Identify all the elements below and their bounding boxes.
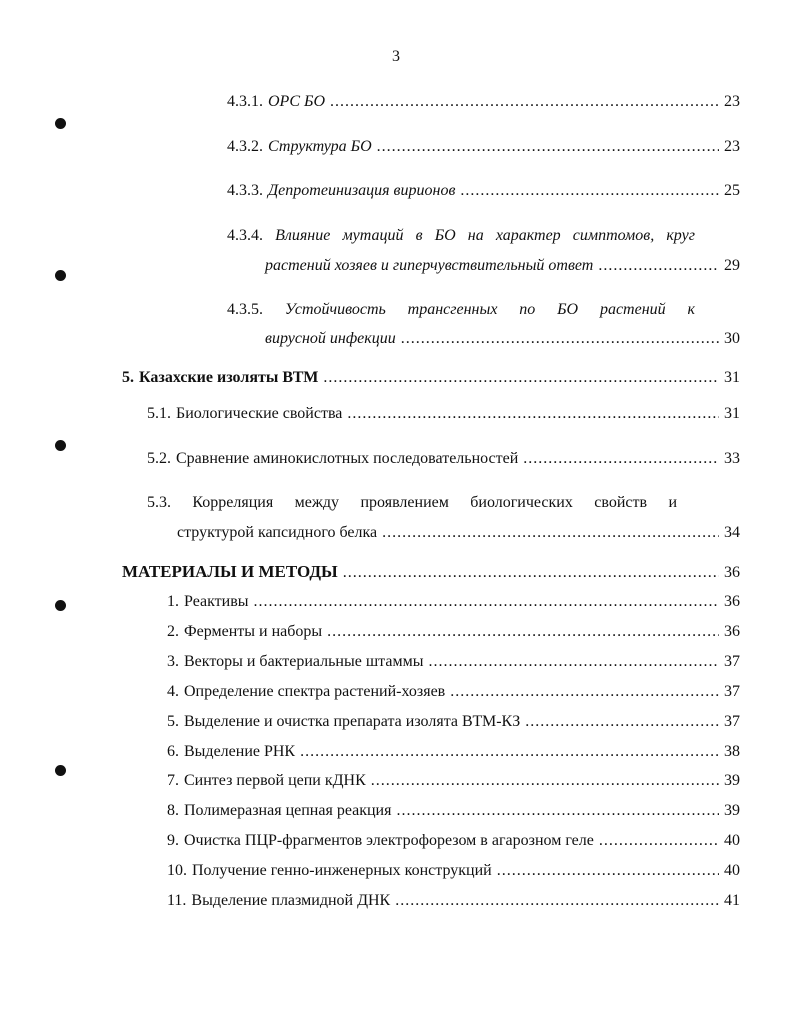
toc-title: МАТЕРИАЛЫ И МЕТОДЫ	[122, 562, 338, 581]
toc-number: 4.3.1.	[227, 93, 263, 110]
toc-word: свойств	[594, 494, 648, 511]
toc-title: Казахские изоляты ВТМ	[139, 369, 319, 386]
toc-entry-4-3-2[interactable]	[227, 136, 740, 158]
toc-page: 36	[724, 623, 740, 640]
toc-title: Депротеинизация вирионов	[268, 182, 456, 199]
toc-number: 2.	[167, 623, 179, 640]
toc-number: 4.3.3.	[227, 182, 263, 199]
toc-entry-4-3-1[interactable]	[227, 91, 740, 113]
toc-title: вирусной инфекции	[265, 330, 396, 347]
toc-number: 8.	[167, 802, 179, 819]
toc-entry-m8[interactable]	[167, 800, 740, 822]
toc-number: 4.3.2.	[227, 138, 263, 155]
toc-number: 10.	[167, 862, 187, 879]
toc-title: Получение генно-инженерных конструкций	[192, 862, 492, 879]
toc-title: Выделение РНК	[184, 743, 296, 760]
toc-title: Векторы и бактериальные штаммы	[184, 653, 424, 670]
dot-leader	[382, 522, 719, 544]
toc-number: 4.	[167, 683, 179, 700]
binder-hole	[55, 118, 66, 129]
toc-word: симптомов,	[572, 227, 655, 244]
dot-leader	[300, 741, 719, 763]
toc-word: в	[415, 227, 423, 244]
dot-leader	[254, 591, 719, 613]
toc-page: 37	[724, 653, 740, 670]
binder-hole	[55, 600, 66, 611]
toc-word: мутаций	[342, 227, 404, 244]
toc-title: ОРС БО	[268, 93, 325, 110]
toc-entry-4-3-5-line2[interactable]	[265, 328, 740, 350]
toc-word: БО	[434, 227, 456, 244]
page-number: 3	[392, 48, 400, 65]
toc-title: Выделение плазмидной ДНК	[191, 892, 391, 909]
toc-title: Ферменты и наборы	[184, 623, 323, 640]
dot-leader	[347, 403, 719, 425]
toc-word: характер	[495, 227, 561, 244]
dot-leader	[396, 800, 719, 822]
toc-title: Очистка ПЦР-фрагментов электрофорезом в агарозном геле	[184, 832, 594, 849]
toc-title: Биологические свойства	[176, 405, 343, 422]
toc-page: 23	[724, 138, 740, 155]
toc-word: Корреляция	[192, 494, 274, 511]
toc-entry-m2[interactable]	[167, 621, 740, 643]
toc-entry-5-3-line2[interactable]	[177, 522, 740, 544]
toc-page: 31	[724, 369, 740, 386]
toc-entry-4-3-3[interactable]	[227, 180, 740, 202]
toc-number: 5.	[167, 713, 179, 730]
toc-entry-m10[interactable]	[167, 860, 740, 882]
toc-page: 25	[724, 182, 740, 199]
dot-leader	[460, 180, 719, 202]
toc-page: 37	[724, 683, 740, 700]
toc-entry-5-3-line1[interactable]	[147, 492, 677, 514]
toc-entry-4-3-4-line1[interactable]	[227, 225, 695, 247]
toc-entry-4-3-4-line2[interactable]	[265, 255, 740, 277]
dot-leader	[599, 830, 719, 852]
binder-hole	[55, 270, 66, 281]
toc-number: 11.	[167, 892, 187, 909]
toc-title: Выделение и очистка препарата изолята ВТМ-КЗ	[184, 713, 521, 730]
toc-title: Сравнение аминокислотных последовательностей	[176, 450, 519, 467]
dot-leader	[371, 770, 719, 792]
toc-number: 3.	[167, 653, 179, 670]
toc-entry-5-1[interactable]	[147, 403, 740, 425]
dot-leader	[497, 860, 719, 882]
toc-page: 38	[724, 743, 740, 760]
toc-entry-m11[interactable]	[167, 890, 740, 912]
toc-title: Определение спектра растений-хозяев	[184, 683, 446, 700]
toc-page: 41	[724, 892, 740, 909]
binder-hole	[55, 440, 66, 451]
toc-number: 1.	[167, 593, 179, 610]
toc-page: 36	[724, 593, 740, 610]
toc-page: 30	[724, 330, 740, 347]
toc-number: 5.2.	[147, 450, 171, 467]
toc-word: и	[668, 494, 677, 511]
toc-entry-m3[interactable]	[167, 651, 740, 673]
toc-page: 31	[724, 405, 740, 422]
dot-leader	[343, 562, 719, 584]
toc-word: Устойчивость	[284, 301, 386, 318]
toc-title: Синтез первой цепи кДНК	[184, 772, 366, 789]
toc-entry-m1[interactable]	[167, 591, 740, 613]
dot-leader	[327, 621, 719, 643]
toc-entry-m7[interactable]	[167, 770, 740, 792]
toc-page: 23	[724, 93, 740, 110]
toc-entry-m9[interactable]	[167, 830, 740, 852]
toc-number: 5.	[122, 369, 134, 386]
toc-number: 4.3.4.	[227, 227, 263, 244]
dot-leader	[323, 367, 719, 389]
toc-entry-m6[interactable]	[167, 741, 740, 763]
toc-page: 39	[724, 802, 740, 819]
toc-page: 40	[724, 862, 740, 879]
toc-word: биологических	[470, 494, 573, 511]
toc-word: по	[519, 301, 536, 318]
toc-word: Влияние	[275, 227, 331, 244]
toc-number: 5.1.	[147, 405, 171, 422]
dot-leader	[450, 681, 719, 703]
toc-entry-m5[interactable]	[167, 711, 740, 733]
toc-word: БО	[557, 301, 579, 318]
toc-word: на	[467, 227, 484, 244]
toc-page: 39	[724, 772, 740, 789]
toc-number: 4.3.5.	[227, 301, 263, 318]
toc-word: между	[294, 494, 340, 511]
toc-page: 33	[724, 450, 740, 467]
toc-entry-materials-methods[interactable]	[122, 561, 740, 583]
toc-page: 29	[724, 257, 740, 274]
toc-page: 34	[724, 524, 740, 541]
toc-number: 6.	[167, 743, 179, 760]
toc-word: трансгенных	[407, 301, 498, 318]
dot-leader	[525, 711, 719, 733]
dot-leader	[377, 136, 719, 158]
dot-leader	[401, 328, 719, 350]
toc-entry-4-3-5-line1[interactable]	[227, 299, 695, 321]
toc-entry-5[interactable]	[122, 367, 740, 389]
toc-entry-5-2[interactable]	[147, 448, 740, 470]
dot-leader	[428, 651, 719, 673]
toc-number: 7.	[167, 772, 179, 789]
dot-leader	[598, 255, 719, 277]
toc-title: растений хозяев и гиперчувствительный ответ	[265, 257, 594, 274]
dot-leader	[523, 448, 719, 470]
dot-leader	[395, 890, 719, 912]
toc-page: 40	[724, 832, 740, 849]
toc-number: 9.	[167, 832, 179, 849]
toc-page: 36	[724, 564, 740, 581]
toc-title: Реактивы	[184, 593, 249, 610]
toc-title: Полимеразная цепная реакция	[184, 802, 392, 819]
dot-leader	[330, 91, 719, 113]
toc-word: к	[687, 301, 695, 318]
toc-number: 5.3.	[147, 494, 171, 511]
toc-page: 37	[724, 713, 740, 730]
toc-title: Структура БО	[268, 138, 372, 155]
toc-entry-m4[interactable]	[167, 681, 740, 703]
toc-word: проявлением	[360, 494, 449, 511]
binder-hole	[55, 765, 66, 776]
toc-word: круг	[666, 227, 695, 244]
toc-title: структурой капсидного белка	[177, 524, 378, 541]
toc-word: растений	[599, 301, 666, 318]
